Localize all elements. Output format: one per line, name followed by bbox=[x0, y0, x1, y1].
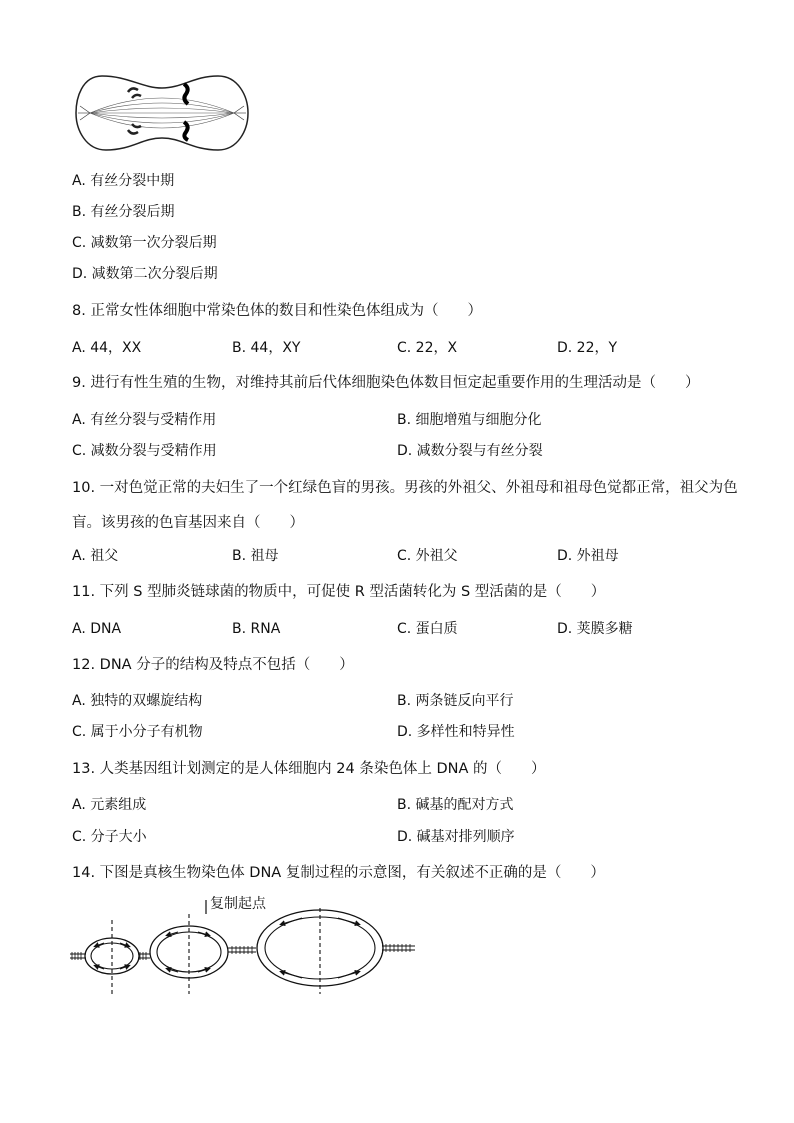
q13-option-b: B. 碱基的配对方式 bbox=[397, 797, 514, 813]
q13-option-c: C. 分子大小 bbox=[72, 829, 147, 845]
q11-option-a: A. DNA bbox=[72, 621, 122, 637]
q10-option-b: B. 祖母 bbox=[232, 548, 279, 564]
q12-stem: 12. DNA 分子的结构及特点不包括（ ） bbox=[72, 657, 354, 673]
q8-option-a: A. 44，XX bbox=[72, 340, 142, 356]
q11-stem: 11. 下列 S 型肺炎链球菌的物质中，可促使 R 型活菌转化为 S 型活菌的是（ ） bbox=[72, 584, 606, 600]
q11-option-c: C. 蛋白质 bbox=[397, 621, 458, 637]
q7-option-c: C. 减数第一次分裂后期 bbox=[72, 235, 217, 251]
q10-option-c: C. 外祖父 bbox=[397, 548, 458, 564]
q12-option-c: C. 属于小分子有机物 bbox=[72, 724, 203, 740]
q8-option-b: B. 44，XY bbox=[232, 340, 301, 356]
q11-option-b: B. RNA bbox=[232, 621, 281, 637]
q12-option-a: A. 独特的双螺旋结构 bbox=[72, 693, 203, 709]
q9-stem: 9. 进行有性生殖的生物，对维持其前后代体细胞染色体数目恒定起重要作用的生理活动是（ ） bbox=[72, 375, 700, 391]
q12-option-d: D. 多样性和特异性 bbox=[397, 724, 515, 740]
cell-division-figure bbox=[72, 68, 252, 158]
q10-stem-line1: 10. 一对色觉正常的夫妇生了一个红绿色盲的男孩。男孩的外祖父、外祖母和祖母色觉都正常，祖父为色 bbox=[72, 480, 738, 496]
q10-option-d: D. 外祖母 bbox=[557, 548, 619, 564]
q13-option-a: A. 元素组成 bbox=[72, 797, 147, 813]
q12-option-b: B. 两条链反向平行 bbox=[397, 693, 514, 709]
q14-stem: 14. 下图是真核生物染色体 DNA 复制过程的示意图，有关叙述不正确的是（ ） bbox=[72, 865, 605, 881]
replication-origin-label: 复制起点 bbox=[210, 896, 266, 912]
q8-option-c: C. 22，X bbox=[397, 340, 458, 356]
q7-option-a: A. 有丝分裂中期 bbox=[72, 173, 175, 189]
q9-option-d: D. 减数分裂与有丝分裂 bbox=[397, 443, 543, 459]
q9-option-b: B. 细胞增殖与细胞分化 bbox=[397, 412, 542, 428]
q9-option-c: C. 减数分裂与受精作用 bbox=[72, 443, 217, 459]
q8-option-d: D. 22，Y bbox=[557, 340, 618, 356]
q13-stem: 13. 人类基因组计划测定的是人体细胞内 24 条染色体上 DNA 的（ ） bbox=[72, 761, 546, 777]
dna-replication-figure bbox=[70, 898, 420, 998]
q7-option-d: D. 减数第二次分裂后期 bbox=[72, 266, 218, 282]
q11-option-d: D. 荚膜多糖 bbox=[557, 621, 633, 637]
q8-stem: 8. 正常女性体细胞中常染色体的数目和性染色体组成为（ ） bbox=[72, 303, 482, 319]
q10-option-a: A. 祖父 bbox=[72, 548, 119, 564]
q7-option-b: B. 有丝分裂后期 bbox=[72, 204, 175, 220]
q13-option-d: D. 碱基对排列顺序 bbox=[397, 829, 515, 845]
q10-stem-line2: 盲。该男孩的色盲基因来自（ ） bbox=[72, 515, 304, 531]
q9-option-a: A. 有丝分裂与受精作用 bbox=[72, 412, 217, 428]
